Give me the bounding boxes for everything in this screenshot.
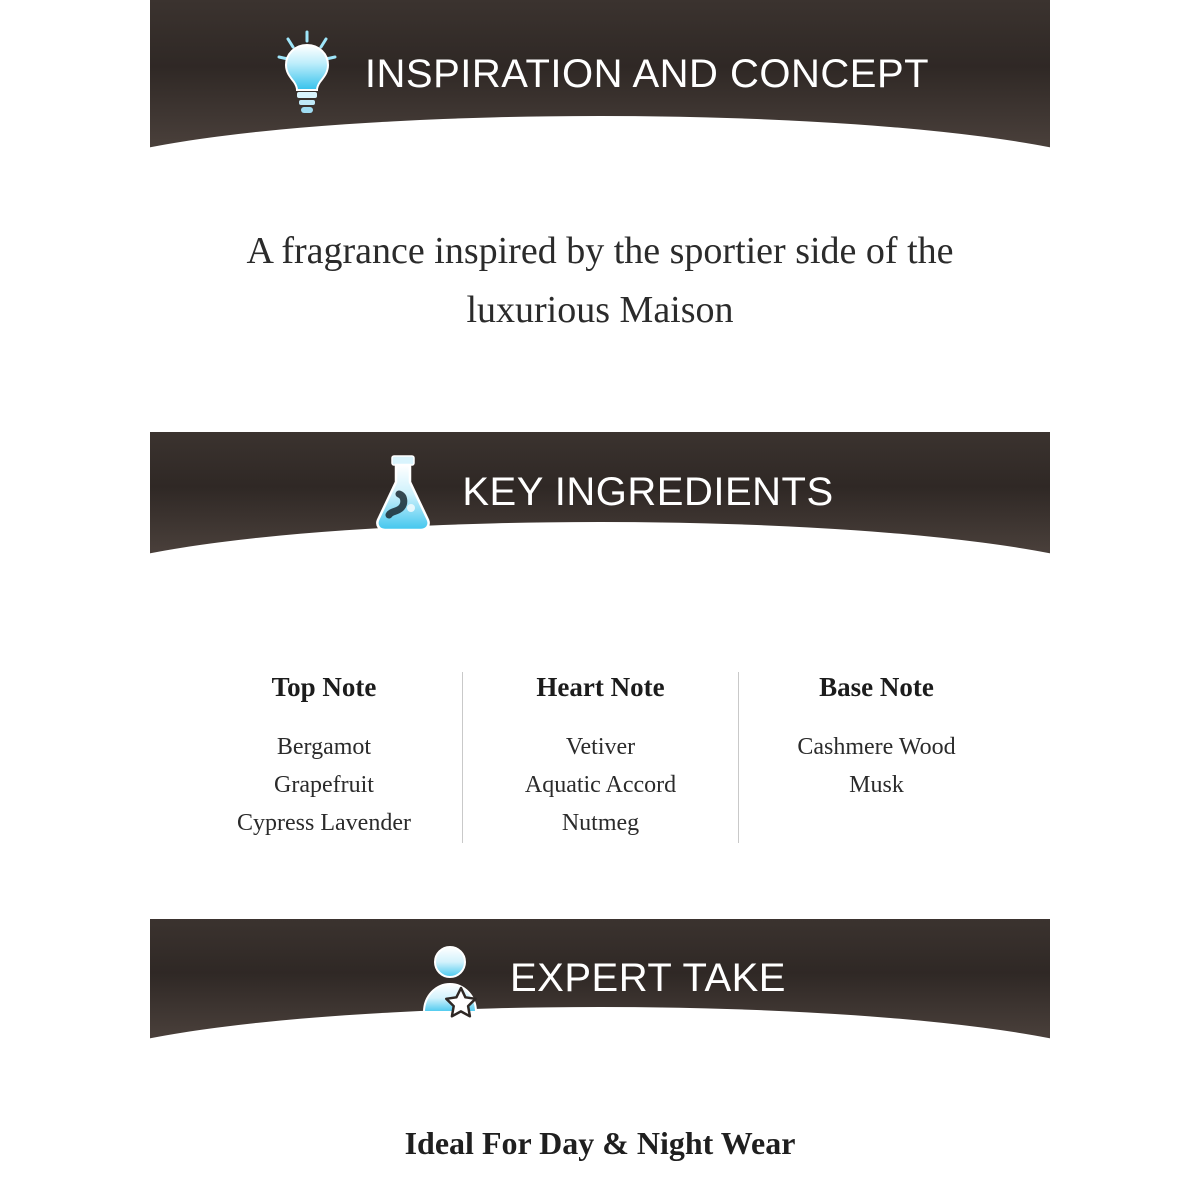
note-item: Grapefruit bbox=[274, 771, 374, 798]
note-item: Vetiver bbox=[565, 733, 636, 760]
expert-take-text: Ideal For Day & Night Wear bbox=[404, 1124, 796, 1161]
banner-inspiration-and-concept bbox=[150, 0, 1050, 148]
spacer bbox=[150, 1162, 1050, 1200]
note-column-heart bbox=[462, 672, 738, 843]
section-title: EXPERT TAKE bbox=[510, 956, 786, 1000]
section-title: INSPIRATION AND CONCEPT bbox=[364, 51, 930, 96]
expert-person-star-icon bbox=[414, 936, 488, 1022]
note-item: Cypress Lavender bbox=[237, 809, 411, 836]
note-item: Aquatic Accord bbox=[524, 771, 677, 798]
note-item: Nutmeg bbox=[561, 809, 640, 836]
banner-key-ingredients bbox=[150, 432, 1050, 554]
spacer bbox=[150, 340, 1050, 432]
inspiration-text: A fragrance inspired by the sportier side of the luxurious Maison bbox=[246, 230, 954, 331]
note-column-top bbox=[186, 672, 462, 843]
flask-icon bbox=[366, 450, 440, 536]
note-title: Heart Note bbox=[536, 671, 665, 702]
note-item: Bergamot bbox=[276, 733, 372, 760]
notes-columns bbox=[150, 554, 1050, 843]
inspiration-body bbox=[150, 148, 1050, 432]
section-title: KEY INGREDIENTS bbox=[462, 470, 834, 515]
note-item: Cashmere Wood bbox=[797, 733, 956, 760]
note-item: Musk bbox=[849, 771, 904, 798]
spacer bbox=[150, 843, 1050, 919]
banner-expert-take bbox=[150, 919, 1050, 1039]
expert-take-body bbox=[150, 1039, 1050, 1200]
lightbulb-icon bbox=[271, 26, 343, 122]
note-title: Base Note bbox=[819, 671, 934, 702]
key-ingredients-body bbox=[150, 554, 1050, 919]
note-title: Top Note bbox=[271, 671, 377, 702]
note-column-base bbox=[738, 672, 1014, 843]
